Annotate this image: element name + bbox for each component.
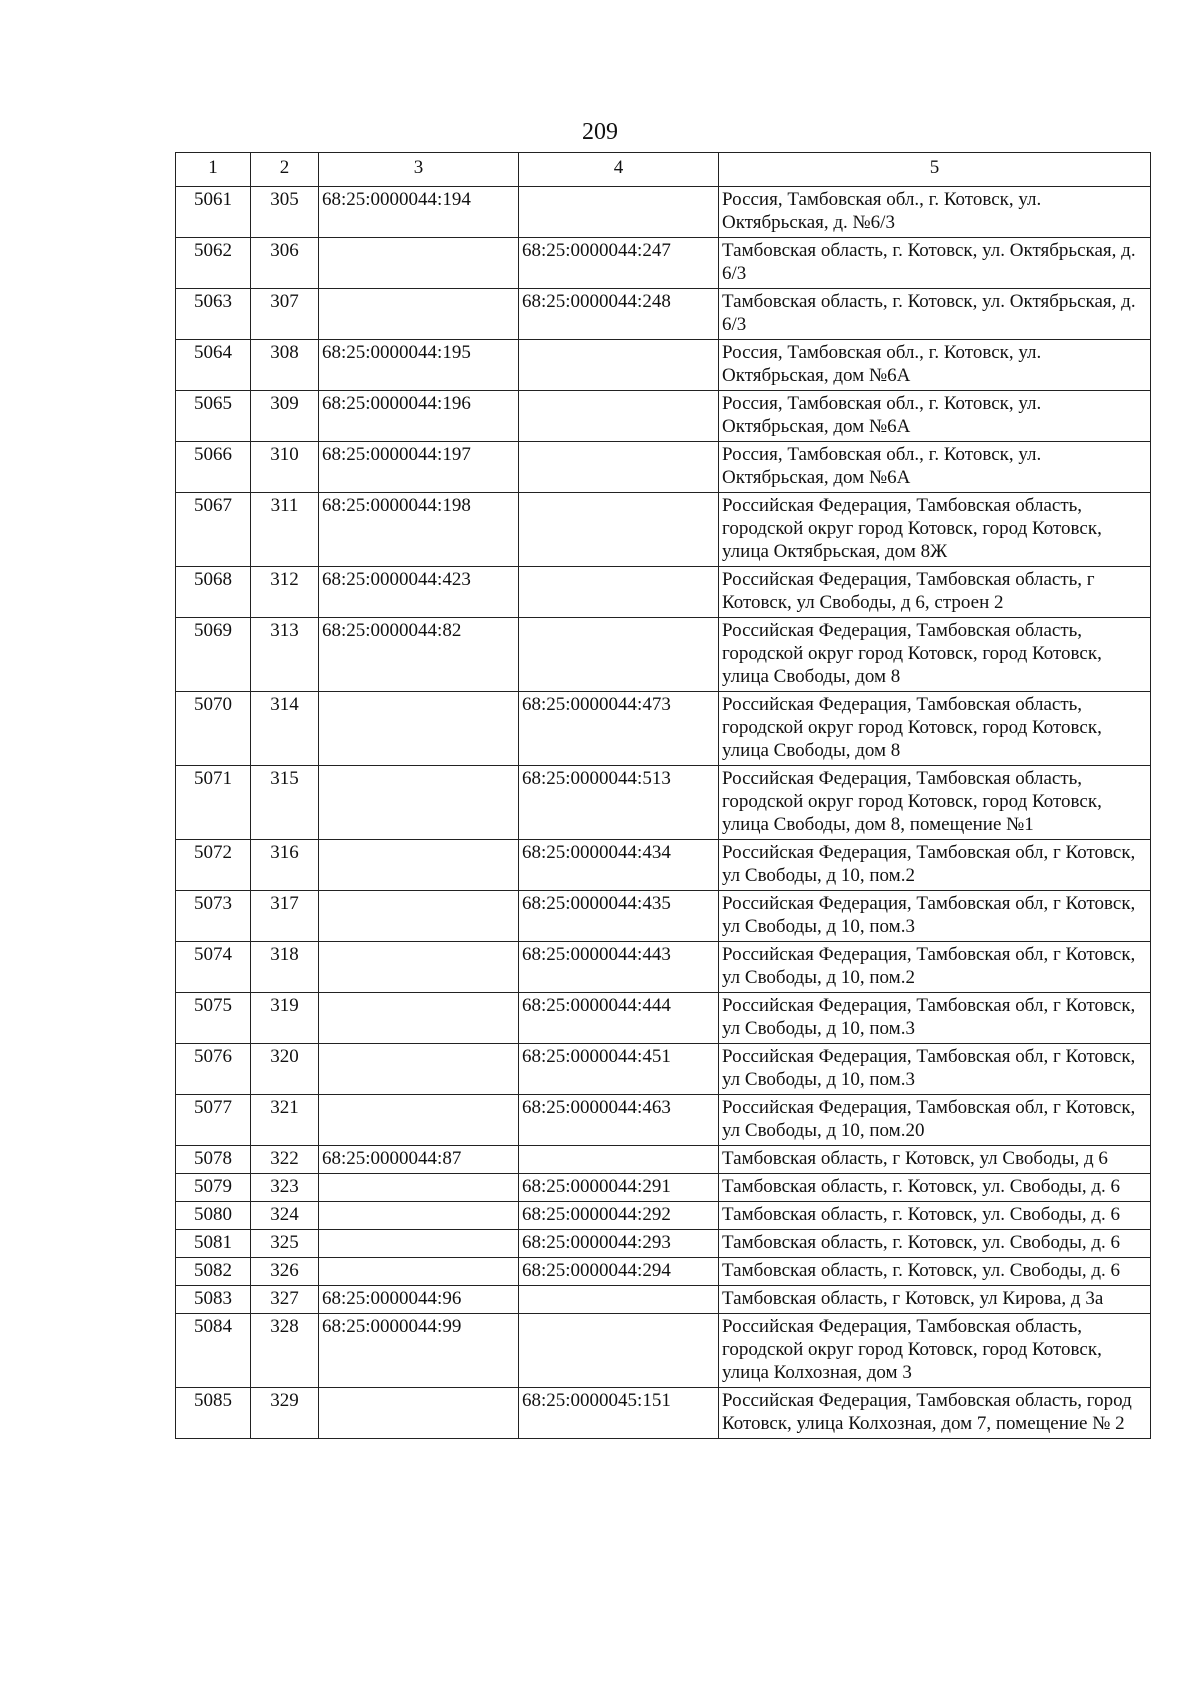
row-index-cell: 310 [251, 442, 319, 493]
row-index-cell: 312 [251, 567, 319, 618]
address-cell: Российская Федерация, Тамбовская область, городской округ город Котовск, город Котовск, улица Свободы, дом 8 [719, 618, 1151, 692]
table-row [176, 187, 1151, 238]
record-number-cell: 5085 [176, 1388, 251, 1439]
premises-cadastral-number-cell: 68:25:0000044:293 [519, 1230, 719, 1258]
row-index-cell: 314 [251, 692, 319, 766]
table-row [176, 1314, 1151, 1388]
premises-cadastral-number-cell [519, 340, 719, 391]
cadastral-number-cell: 68:25:0000044:195 [319, 340, 519, 391]
row-index-cell: 328 [251, 1314, 319, 1388]
cadastral-number-cell: 68:25:0000044:423 [319, 567, 519, 618]
table-row [176, 1286, 1151, 1314]
address-cell: Тамбовская область, г. Котовск, ул. Свободы, д. 6 [719, 1202, 1151, 1230]
header-row [176, 153, 1151, 187]
table-row [176, 942, 1151, 993]
row-index-cell: 311 [251, 493, 319, 567]
address-cell: Тамбовская область, г Котовск, ул Кирова, д 3а [719, 1286, 1151, 1314]
record-number-cell: 5084 [176, 1314, 251, 1388]
table-row [176, 1095, 1151, 1146]
table-row [176, 442, 1151, 493]
record-number-cell: 5075 [176, 993, 251, 1044]
row-index-cell: 319 [251, 993, 319, 1044]
row-index-cell: 323 [251, 1174, 319, 1202]
cadastral-number-cell [319, 238, 519, 289]
record-number-cell: 5074 [176, 942, 251, 993]
address-cell: Россия, Тамбовская обл., г. Котовск, ул. Октябрьская, дом №6А [719, 391, 1151, 442]
table-row [176, 1258, 1151, 1286]
table-row [176, 1388, 1151, 1439]
address-cell: Тамбовская область, г. Котовск, ул. Свободы, д. 6 [719, 1258, 1151, 1286]
record-number-cell: 5082 [176, 1258, 251, 1286]
premises-cadastral-number-cell: 68:25:0000044:513 [519, 766, 719, 840]
table-row [176, 618, 1151, 692]
address-cell: Российская Федерация, Тамбовская обл, г Котовск, ул Свободы, д 10, пом.2 [719, 840, 1151, 891]
address-cell: Российская Федерация, Тамбовская область, городской округ город Котовск, город Котовск, улица Колхозная, дом 3 [719, 1314, 1151, 1388]
address-cell: Российская Федерация, Тамбовская область, город Котовск, улица Колхозная, дом 7, помещение № 2 [719, 1388, 1151, 1439]
record-number-cell: 5065 [176, 391, 251, 442]
row-index-cell: 313 [251, 618, 319, 692]
premises-cadastral-number-cell [519, 618, 719, 692]
premises-cadastral-number-cell: 68:25:0000045:151 [519, 1388, 719, 1439]
row-index-cell: 321 [251, 1095, 319, 1146]
cadastral-number-cell [319, 1258, 519, 1286]
table-row [176, 840, 1151, 891]
premises-cadastral-number-cell: 68:25:0000044:434 [519, 840, 719, 891]
row-index-cell: 320 [251, 1044, 319, 1095]
address-cell: Тамбовская область, г. Котовск, ул. Свободы, д. 6 [719, 1230, 1151, 1258]
record-number-cell: 5083 [176, 1286, 251, 1314]
row-index-cell: 315 [251, 766, 319, 840]
table-row [176, 1202, 1151, 1230]
address-cell: Российская Федерация, Тамбовская область, городской округ город Котовск, город Котовск, улица Октябрьская, дом 8Ж [719, 493, 1151, 567]
cadastral-number-cell [319, 1174, 519, 1202]
row-index-cell: 306 [251, 238, 319, 289]
table-row [176, 766, 1151, 840]
record-number-cell: 5070 [176, 692, 251, 766]
cadastral-number-cell: 68:25:0000044:99 [319, 1314, 519, 1388]
premises-cadastral-number-cell [519, 567, 719, 618]
premises-cadastral-number-cell: 68:25:0000044:248 [519, 289, 719, 340]
premises-cadastral-number-cell: 68:25:0000044:294 [519, 1258, 719, 1286]
record-number-cell: 5078 [176, 1146, 251, 1174]
table-row [176, 993, 1151, 1044]
row-index-cell: 307 [251, 289, 319, 340]
address-cell: Россия, Тамбовская обл., г. Котовск, ул. Октябрьская, д. №6/3 [719, 187, 1151, 238]
column-header: 5 [719, 153, 1151, 187]
cadastral-number-cell [319, 891, 519, 942]
table-row [176, 289, 1151, 340]
row-index-cell: 317 [251, 891, 319, 942]
table-row [176, 391, 1151, 442]
record-number-cell: 5068 [176, 567, 251, 618]
address-cell: Российская Федерация, Тамбовская обл, г Котовск, ул Свободы, д 10, пом.3 [719, 993, 1151, 1044]
cadastral-number-cell [319, 993, 519, 1044]
premises-cadastral-number-cell [519, 391, 719, 442]
address-cell: Российская Федерация, Тамбовская обл, г Котовск, ул Свободы, д 10, пом.3 [719, 891, 1151, 942]
address-cell: Российская Федерация, Тамбовская обл, г Котовск, ул Свободы, д 10, пом.2 [719, 942, 1151, 993]
column-header: 1 [176, 153, 251, 187]
table-row [176, 340, 1151, 391]
record-number-cell: 5071 [176, 766, 251, 840]
row-index-cell: 305 [251, 187, 319, 238]
record-number-cell: 5063 [176, 289, 251, 340]
cadastral-number-cell: 68:25:0000044:194 [319, 187, 519, 238]
premises-cadastral-number-cell: 68:25:0000044:292 [519, 1202, 719, 1230]
address-cell: Россия, Тамбовская обл., г. Котовск, ул. Октябрьская, дом №6А [719, 340, 1151, 391]
record-number-cell: 5080 [176, 1202, 251, 1230]
record-number-cell: 5062 [176, 238, 251, 289]
column-header: 2 [251, 153, 319, 187]
premises-cadastral-number-cell: 68:25:0000044:247 [519, 238, 719, 289]
record-number-cell: 5069 [176, 618, 251, 692]
record-number-cell: 5076 [176, 1044, 251, 1095]
cadastral-number-cell [319, 692, 519, 766]
premises-cadastral-number-cell [519, 493, 719, 567]
address-cell: Российская Федерация, Тамбовская область, г Котовск, ул Свободы, д 6, строен 2 [719, 567, 1151, 618]
table-row [176, 238, 1151, 289]
row-index-cell: 316 [251, 840, 319, 891]
cadastral-number-cell: 68:25:0000044:198 [319, 493, 519, 567]
column-header: 4 [519, 153, 719, 187]
cadastral-number-cell [319, 1202, 519, 1230]
table-row [176, 1146, 1151, 1174]
row-index-cell: 309 [251, 391, 319, 442]
cadastral-number-cell [319, 1095, 519, 1146]
cadastral-number-cell [319, 289, 519, 340]
record-number-cell: 5079 [176, 1174, 251, 1202]
premises-cadastral-number-cell: 68:25:0000044:451 [519, 1044, 719, 1095]
address-cell: Тамбовская область, г. Котовск, ул. Октябрьская, д. 6/3 [719, 289, 1151, 340]
address-cell: Российская Федерация, Тамбовская область, городской округ город Котовск, город Котовск, улица Свободы, дом 8, помещение №1 [719, 766, 1151, 840]
address-cell: Тамбовская область, г Котовск, ул Свободы, д 6 [719, 1146, 1151, 1174]
premises-cadastral-number-cell [519, 187, 719, 238]
record-number-cell: 5072 [176, 840, 251, 891]
record-number-cell: 5064 [176, 340, 251, 391]
premises-cadastral-number-cell: 68:25:0000044:444 [519, 993, 719, 1044]
cadastral-number-cell [319, 1388, 519, 1439]
row-index-cell: 322 [251, 1146, 319, 1174]
address-cell: Российская Федерация, Тамбовская область, городской округ город Котовск, город Котовск, улица Свободы, дом 8 [719, 692, 1151, 766]
address-cell: Российская Федерация, Тамбовская обл, г Котовск, ул Свободы, д 10, пом.20 [719, 1095, 1151, 1146]
table-row [176, 692, 1151, 766]
record-number-cell: 5061 [176, 187, 251, 238]
cadastral-number-cell: 68:25:0000044:87 [319, 1146, 519, 1174]
row-index-cell: 318 [251, 942, 319, 993]
record-number-cell: 5067 [176, 493, 251, 567]
cadastral-number-cell: 68:25:0000044:96 [319, 1286, 519, 1314]
cadastral-number-cell [319, 1230, 519, 1258]
record-number-cell: 5066 [176, 442, 251, 493]
cadastral-number-cell [319, 1044, 519, 1095]
page-number: 209 [582, 119, 618, 145]
premises-cadastral-number-cell: 68:25:0000044:291 [519, 1174, 719, 1202]
row-index-cell: 308 [251, 340, 319, 391]
premises-cadastral-number-cell [519, 1146, 719, 1174]
row-index-cell: 324 [251, 1202, 319, 1230]
premises-cadastral-number-cell [519, 1286, 719, 1314]
table-row [176, 891, 1151, 942]
table-row [176, 567, 1151, 618]
table-row [176, 1044, 1151, 1095]
premises-cadastral-number-cell [519, 442, 719, 493]
table-header [176, 153, 1151, 187]
table-row [176, 1230, 1151, 1258]
record-number-cell: 5077 [176, 1095, 251, 1146]
address-cell: Тамбовская область, г. Котовск, ул. Свободы, д. 6 [719, 1174, 1151, 1202]
cadastral-number-cell: 68:25:0000044:82 [319, 618, 519, 692]
cadastral-number-cell [319, 766, 519, 840]
table-row [176, 1174, 1151, 1202]
premises-cadastral-number-cell [519, 1314, 719, 1388]
row-index-cell: 327 [251, 1286, 319, 1314]
column-header: 3 [319, 153, 519, 187]
premises-cadastral-number-cell: 68:25:0000044:473 [519, 692, 719, 766]
premises-cadastral-number-cell: 68:25:0000044:443 [519, 942, 719, 993]
registry-table [175, 152, 1151, 1439]
address-cell: Россия, Тамбовская обл., г. Котовск, ул. Октябрьская, дом №6А [719, 442, 1151, 493]
premises-cadastral-number-cell: 68:25:0000044:435 [519, 891, 719, 942]
cadastral-number-cell: 68:25:0000044:197 [319, 442, 519, 493]
row-index-cell: 329 [251, 1388, 319, 1439]
cadastral-number-cell [319, 840, 519, 891]
address-cell: Тамбовская область, г. Котовск, ул. Октябрьская, д. 6/3 [719, 238, 1151, 289]
record-number-cell: 5081 [176, 1230, 251, 1258]
address-cell: Российская Федерация, Тамбовская обл, г Котовск, ул Свободы, д 10, пом.3 [719, 1044, 1151, 1095]
cadastral-number-cell [319, 942, 519, 993]
row-index-cell: 325 [251, 1230, 319, 1258]
premises-cadastral-number-cell: 68:25:0000044:463 [519, 1095, 719, 1146]
row-index-cell: 326 [251, 1258, 319, 1286]
table-body [176, 187, 1151, 1439]
table-row [176, 493, 1151, 567]
cadastral-number-cell: 68:25:0000044:196 [319, 391, 519, 442]
record-number-cell: 5073 [176, 891, 251, 942]
